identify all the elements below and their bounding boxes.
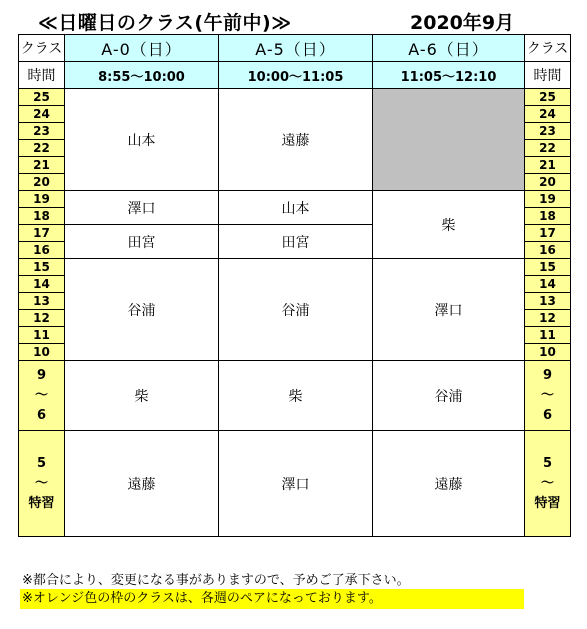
level-11-left: 11 xyxy=(19,327,65,344)
level-9-6-bottom: 6 xyxy=(36,407,47,423)
teacher-cell: 澤口 xyxy=(65,191,219,225)
teacher-cell: 山本 xyxy=(219,191,373,225)
level-21-left: 21 xyxy=(19,157,65,174)
level-5-special-right xyxy=(525,431,571,537)
header-class-right: クラス xyxy=(525,35,571,62)
note-change-notice: ※都合により、変更になる事がありますので、予めご了承下さい。 xyxy=(22,573,410,588)
level-17-left: 17 xyxy=(19,225,65,242)
level-15-right: 15 xyxy=(525,259,571,276)
class-time-a6: 11:05～12:10 xyxy=(373,62,525,89)
level-23-left: 23 xyxy=(19,123,65,140)
empty-slot xyxy=(373,89,525,191)
class-name-a6: A-6（日） xyxy=(373,35,525,62)
teacher-cell: 山本 xyxy=(65,89,219,191)
level-9-6-top: 9 xyxy=(36,367,47,383)
level-13-left: 13 xyxy=(19,293,65,310)
level-17-right: 17 xyxy=(525,225,571,242)
schedule-table xyxy=(18,34,571,537)
level-19-left: 19 xyxy=(19,191,65,208)
teacher-cell: 田宮 xyxy=(219,225,373,259)
header-time-left: 時間 xyxy=(19,62,65,89)
schedule-date: 2020年9月 xyxy=(410,12,515,34)
level-5-bottom: 特習 xyxy=(534,495,561,511)
teacher-cell: 遠藤 xyxy=(373,431,525,537)
level-19-right: 19 xyxy=(525,191,571,208)
level-21-right: 21 xyxy=(525,157,571,174)
header-class-left: クラス xyxy=(19,35,65,62)
level-9-6-bottom: 6 xyxy=(542,407,553,423)
level-9-6-top: 9 xyxy=(542,367,553,383)
teacher-cell: 澤口 xyxy=(219,431,373,537)
level-5-top: 5 xyxy=(542,455,553,471)
level-14-left: 14 xyxy=(19,276,65,293)
class-time-a5: 10:00～11:05 xyxy=(219,62,373,89)
level-25-left: 25 xyxy=(19,89,65,106)
level-10-right: 10 xyxy=(525,344,571,361)
header-time-right: 時間 xyxy=(525,62,571,89)
note-pair-notice: ※オレンジ色の枠のクラスは、各週のペアになっております。 xyxy=(20,589,524,609)
teacher-cell: 谷浦 xyxy=(219,259,373,361)
teacher-cell: 谷浦 xyxy=(65,259,219,361)
teacher-cell: 谷浦 xyxy=(373,361,525,431)
level-16-left: 16 xyxy=(19,242,65,259)
level-9-6-right xyxy=(525,361,571,431)
teacher-cell: 柴 xyxy=(65,361,219,431)
level-20-left: 20 xyxy=(19,174,65,191)
level-15-left: 15 xyxy=(19,259,65,276)
level-12-right: 12 xyxy=(525,310,571,327)
level-20-right: 20 xyxy=(525,174,571,191)
level-9-6-left xyxy=(19,361,65,431)
class-name-a5: A-5（日） xyxy=(219,35,373,62)
level-13-right: 13 xyxy=(525,293,571,310)
teacher-cell: 田宮 xyxy=(65,225,219,259)
class-time-a0: 8:55～10:00 xyxy=(65,62,219,89)
level-16-right: 16 xyxy=(525,242,571,259)
level-14-right: 14 xyxy=(525,276,571,293)
level-25-right: 25 xyxy=(525,89,571,106)
level-24-left: 24 xyxy=(19,106,65,123)
level-22-right: 22 xyxy=(525,140,571,157)
level-9-6-mid: ～ xyxy=(34,387,48,403)
level-18-right: 18 xyxy=(525,208,571,225)
level-23-right: 23 xyxy=(525,123,571,140)
level-5-bottom: 特習 xyxy=(28,495,55,511)
teacher-cell: 柴 xyxy=(373,191,525,259)
level-11-right: 11 xyxy=(525,327,571,344)
teacher-cell: 澤口 xyxy=(373,259,525,361)
level-5-mid: ～ xyxy=(34,475,48,491)
level-12-left: 12 xyxy=(19,310,65,327)
level-18-left: 18 xyxy=(19,208,65,225)
teacher-cell: 柴 xyxy=(219,361,373,431)
teacher-cell: 遠藤 xyxy=(65,431,219,537)
page-title: ≪日曜日のクラス(午前中)≫ xyxy=(38,12,292,34)
level-5-special-left xyxy=(19,431,65,537)
teacher-cell: 遠藤 xyxy=(219,89,373,191)
level-5-mid: ～ xyxy=(540,475,554,491)
level-22-left: 22 xyxy=(19,140,65,157)
level-24-right: 24 xyxy=(525,106,571,123)
level-5-top: 5 xyxy=(36,455,47,471)
class-name-a0: A-0（日） xyxy=(65,35,219,62)
level-9-6-mid: ～ xyxy=(540,387,554,403)
level-10-left: 10 xyxy=(19,344,65,361)
